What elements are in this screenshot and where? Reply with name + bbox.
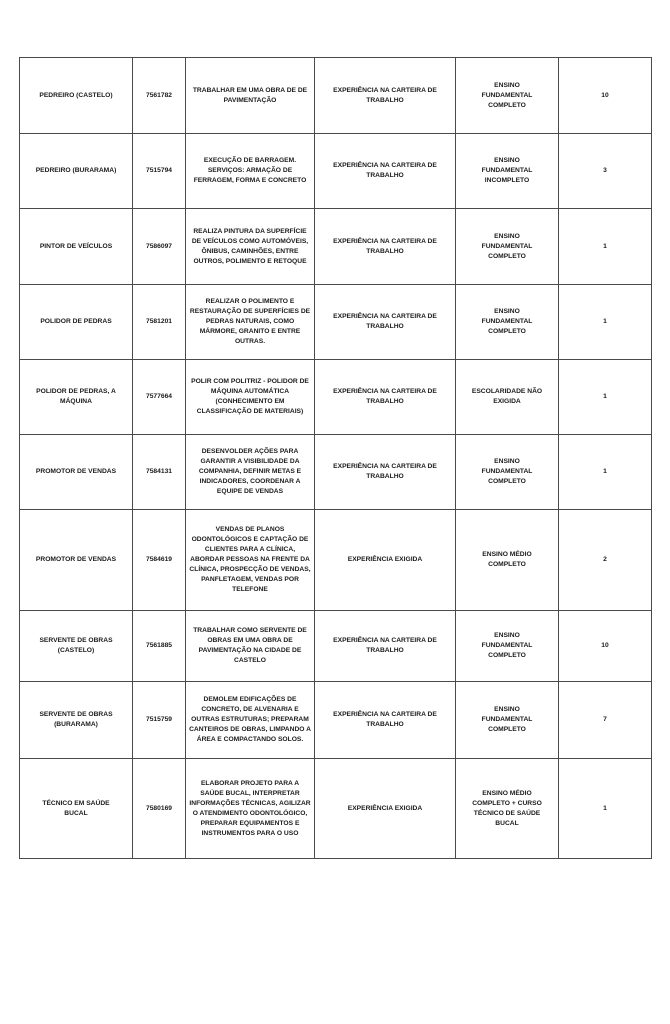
job-quantity-cell: 1 bbox=[559, 209, 652, 285]
job-code-cell: 7586097 bbox=[133, 209, 186, 285]
table-row bbox=[20, 58, 652, 134]
job-education-cell: ESCOLARIDADE NÃO EXIGIDA bbox=[456, 360, 559, 435]
job-title-cell: PROMOTOR DE VENDAS bbox=[20, 510, 133, 611]
job-experience-cell: EXPERIÊNCIA NA CARTEIRA DE TRABALHO bbox=[315, 285, 456, 360]
table-row bbox=[20, 209, 652, 285]
job-title-cell: PEDREIRO (CASTELO) bbox=[20, 58, 133, 134]
job-experience-cell: EXPERIÊNCIA NA CARTEIRA DE TRABALHO bbox=[315, 611, 456, 682]
job-description-cell: EXECUÇÃO DE BARRAGEM. SERVIÇOS: ARMAÇÃO DE FERRAGEM, FORMA E CONCRETO bbox=[186, 134, 315, 209]
table-row bbox=[20, 759, 652, 859]
job-code-cell: 7561885 bbox=[133, 611, 186, 682]
job-education-cell: ENSINO FUNDAMENTAL COMPLETO bbox=[456, 682, 559, 759]
job-experience-cell: EXPERIÊNCIA EXIGIDA bbox=[315, 510, 456, 611]
job-quantity-cell: 10 bbox=[559, 611, 652, 682]
job-title-cell: SERVENTE DE OBRAS (BURARAMA) bbox=[20, 682, 133, 759]
job-description-cell: REALIZAR O POLIMENTO E RESTAURAÇÃO DE SUPERFÍCIES DE PEDRAS NATURAIS, COMO MÁRMORE, GRANITO E ENTRE OUTRAS. bbox=[186, 285, 315, 360]
job-title-cell: SERVENTE DE OBRAS (CASTELO) bbox=[20, 611, 133, 682]
job-code-cell: 7561782 bbox=[133, 58, 186, 134]
job-code-cell: 7581201 bbox=[133, 285, 186, 360]
job-education-cell: ENSINO FUNDAMENTAL COMPLETO bbox=[456, 209, 559, 285]
job-code-cell: 7515759 bbox=[133, 682, 186, 759]
job-education-cell: ENSINO FUNDAMENTAL INCOMPLETO bbox=[456, 134, 559, 209]
job-title-cell: POLIDOR DE PEDRAS bbox=[20, 285, 133, 360]
job-description-cell: TRABALHAR EM UMA OBRA DE DE PAVIMENTAÇÃO bbox=[186, 58, 315, 134]
job-quantity-cell: 2 bbox=[559, 510, 652, 611]
job-quantity-cell: 3 bbox=[559, 134, 652, 209]
job-experience-cell: EXPERIÊNCIA EXIGIDA bbox=[315, 759, 456, 859]
job-table-body bbox=[20, 58, 652, 859]
job-title-cell: TÉCNICO EM SAÚDE BUCAL bbox=[20, 759, 133, 859]
job-description-cell: ELABORAR PROJETO PARA A SAÚDE BUCAL, INTERPRETAR INFORMAÇÕES TÉCNICAS, AGILIZAR O ATENDIMENTO ODONTOLÓGICO, PREPARAR EQUIPAMENTOS E INSTRUMENTOS PARA O USO bbox=[186, 759, 315, 859]
job-code-cell: 7515794 bbox=[133, 134, 186, 209]
job-quantity-cell: 1 bbox=[559, 285, 652, 360]
job-description-cell: REALIZA PINTURA DA SUPERFÍCIE DE VEÍCULOS COMO AUTOMÓVEIS, ÔNIBUS, CAMINHÕES, ENTRE OUTROS, POLIMENTO E RETOQUE bbox=[186, 209, 315, 285]
job-quantity-cell: 1 bbox=[559, 759, 652, 859]
job-code-cell: 7580169 bbox=[133, 759, 186, 859]
job-education-cell: ENSINO FUNDAMENTAL COMPLETO bbox=[456, 58, 559, 134]
job-quantity-cell: 1 bbox=[559, 360, 652, 435]
job-experience-cell: EXPERIÊNCIA NA CARTEIRA DE TRABALHO bbox=[315, 435, 456, 510]
job-title-cell: PEDREIRO (BURARAMA) bbox=[20, 134, 133, 209]
job-experience-cell: EXPERIÊNCIA NA CARTEIRA DE TRABALHO bbox=[315, 134, 456, 209]
job-title-cell: PINTOR DE VEÍCULOS bbox=[20, 209, 133, 285]
job-education-cell: ENSINO FUNDAMENTAL COMPLETO bbox=[456, 435, 559, 510]
job-code-cell: 7584619 bbox=[133, 510, 186, 611]
table-row bbox=[20, 510, 652, 611]
job-vacancies-table bbox=[19, 57, 652, 859]
table-row bbox=[20, 134, 652, 209]
job-experience-cell: EXPERIÊNCIA NA CARTEIRA DE TRABALHO bbox=[315, 58, 456, 134]
job-experience-cell: EXPERIÊNCIA NA CARTEIRA DE TRABALHO bbox=[315, 360, 456, 435]
job-description-cell: POLIR COM POLITRIZ - POLIDOR DE MÁQUINA AUTOMÁTICA (CONHECIMENTO EM CLASSIFICAÇÃO DE MATERIAIS) bbox=[186, 360, 315, 435]
job-description-cell: DEMOLEM EDIFICAÇÕES DE CONCRETO, DE ALVENARIA E OUTRAS ESTRUTURAS; PREPARAM CANTEIROS DE OBRAS, LIMPANDO A ÁREA E COMPACTANDO SOLOS. bbox=[186, 682, 315, 759]
table-row bbox=[20, 360, 652, 435]
job-education-cell: ENSINO FUNDAMENTAL COMPLETO bbox=[456, 285, 559, 360]
job-quantity-cell: 1 bbox=[559, 435, 652, 510]
job-description-cell: TRABALHAR COMO SERVENTE DE OBRAS EM UMA OBRA DE PAVIMENTAÇÃO NA CIDADE DE CASTELO bbox=[186, 611, 315, 682]
job-code-cell: 7577664 bbox=[133, 360, 186, 435]
job-description-cell: VENDAS DE PLANOS ODONTOLÓGICOS E CAPTAÇÃO DE CLIENTES PARA A CLÍNICA, ABORDAR PESSOAS NA FRENTE DA CLÍNICA, PROSPECÇÃO DE VENDAS, PANFLETAGEM, VENDAS POR TELEFONE bbox=[186, 510, 315, 611]
job-education-cell: ENSINO MÉDIO COMPLETO + CURSO TÉCNICO DE SAÚDE BUCAL bbox=[456, 759, 559, 859]
job-code-cell: 7584131 bbox=[133, 435, 186, 510]
job-experience-cell: EXPERIÊNCIA NA CARTEIRA DE TRABALHO bbox=[315, 209, 456, 285]
job-experience-cell: EXPERIÊNCIA NA CARTEIRA DE TRABALHO bbox=[315, 682, 456, 759]
job-description-cell: DESENVOLDER AÇÕES PARA GARANTIR A VISIBILIDADE DA COMPANHIA, DEFINIR METAS E INDICADORES, COORDENAR A EQUIPE DE VENDAS bbox=[186, 435, 315, 510]
table-row bbox=[20, 611, 652, 682]
job-quantity-cell: 7 bbox=[559, 682, 652, 759]
table-row bbox=[20, 435, 652, 510]
table-row bbox=[20, 285, 652, 360]
job-education-cell: ENSINO MÉDIO COMPLETO bbox=[456, 510, 559, 611]
job-title-cell: PROMOTOR DE VENDAS bbox=[20, 435, 133, 510]
job-title-cell: POLIDOR DE PEDRAS, A MÁQUINA bbox=[20, 360, 133, 435]
job-education-cell: ENSINO FUNDAMENTAL COMPLETO bbox=[456, 611, 559, 682]
job-quantity-cell: 10 bbox=[559, 58, 652, 134]
table-row bbox=[20, 682, 652, 759]
